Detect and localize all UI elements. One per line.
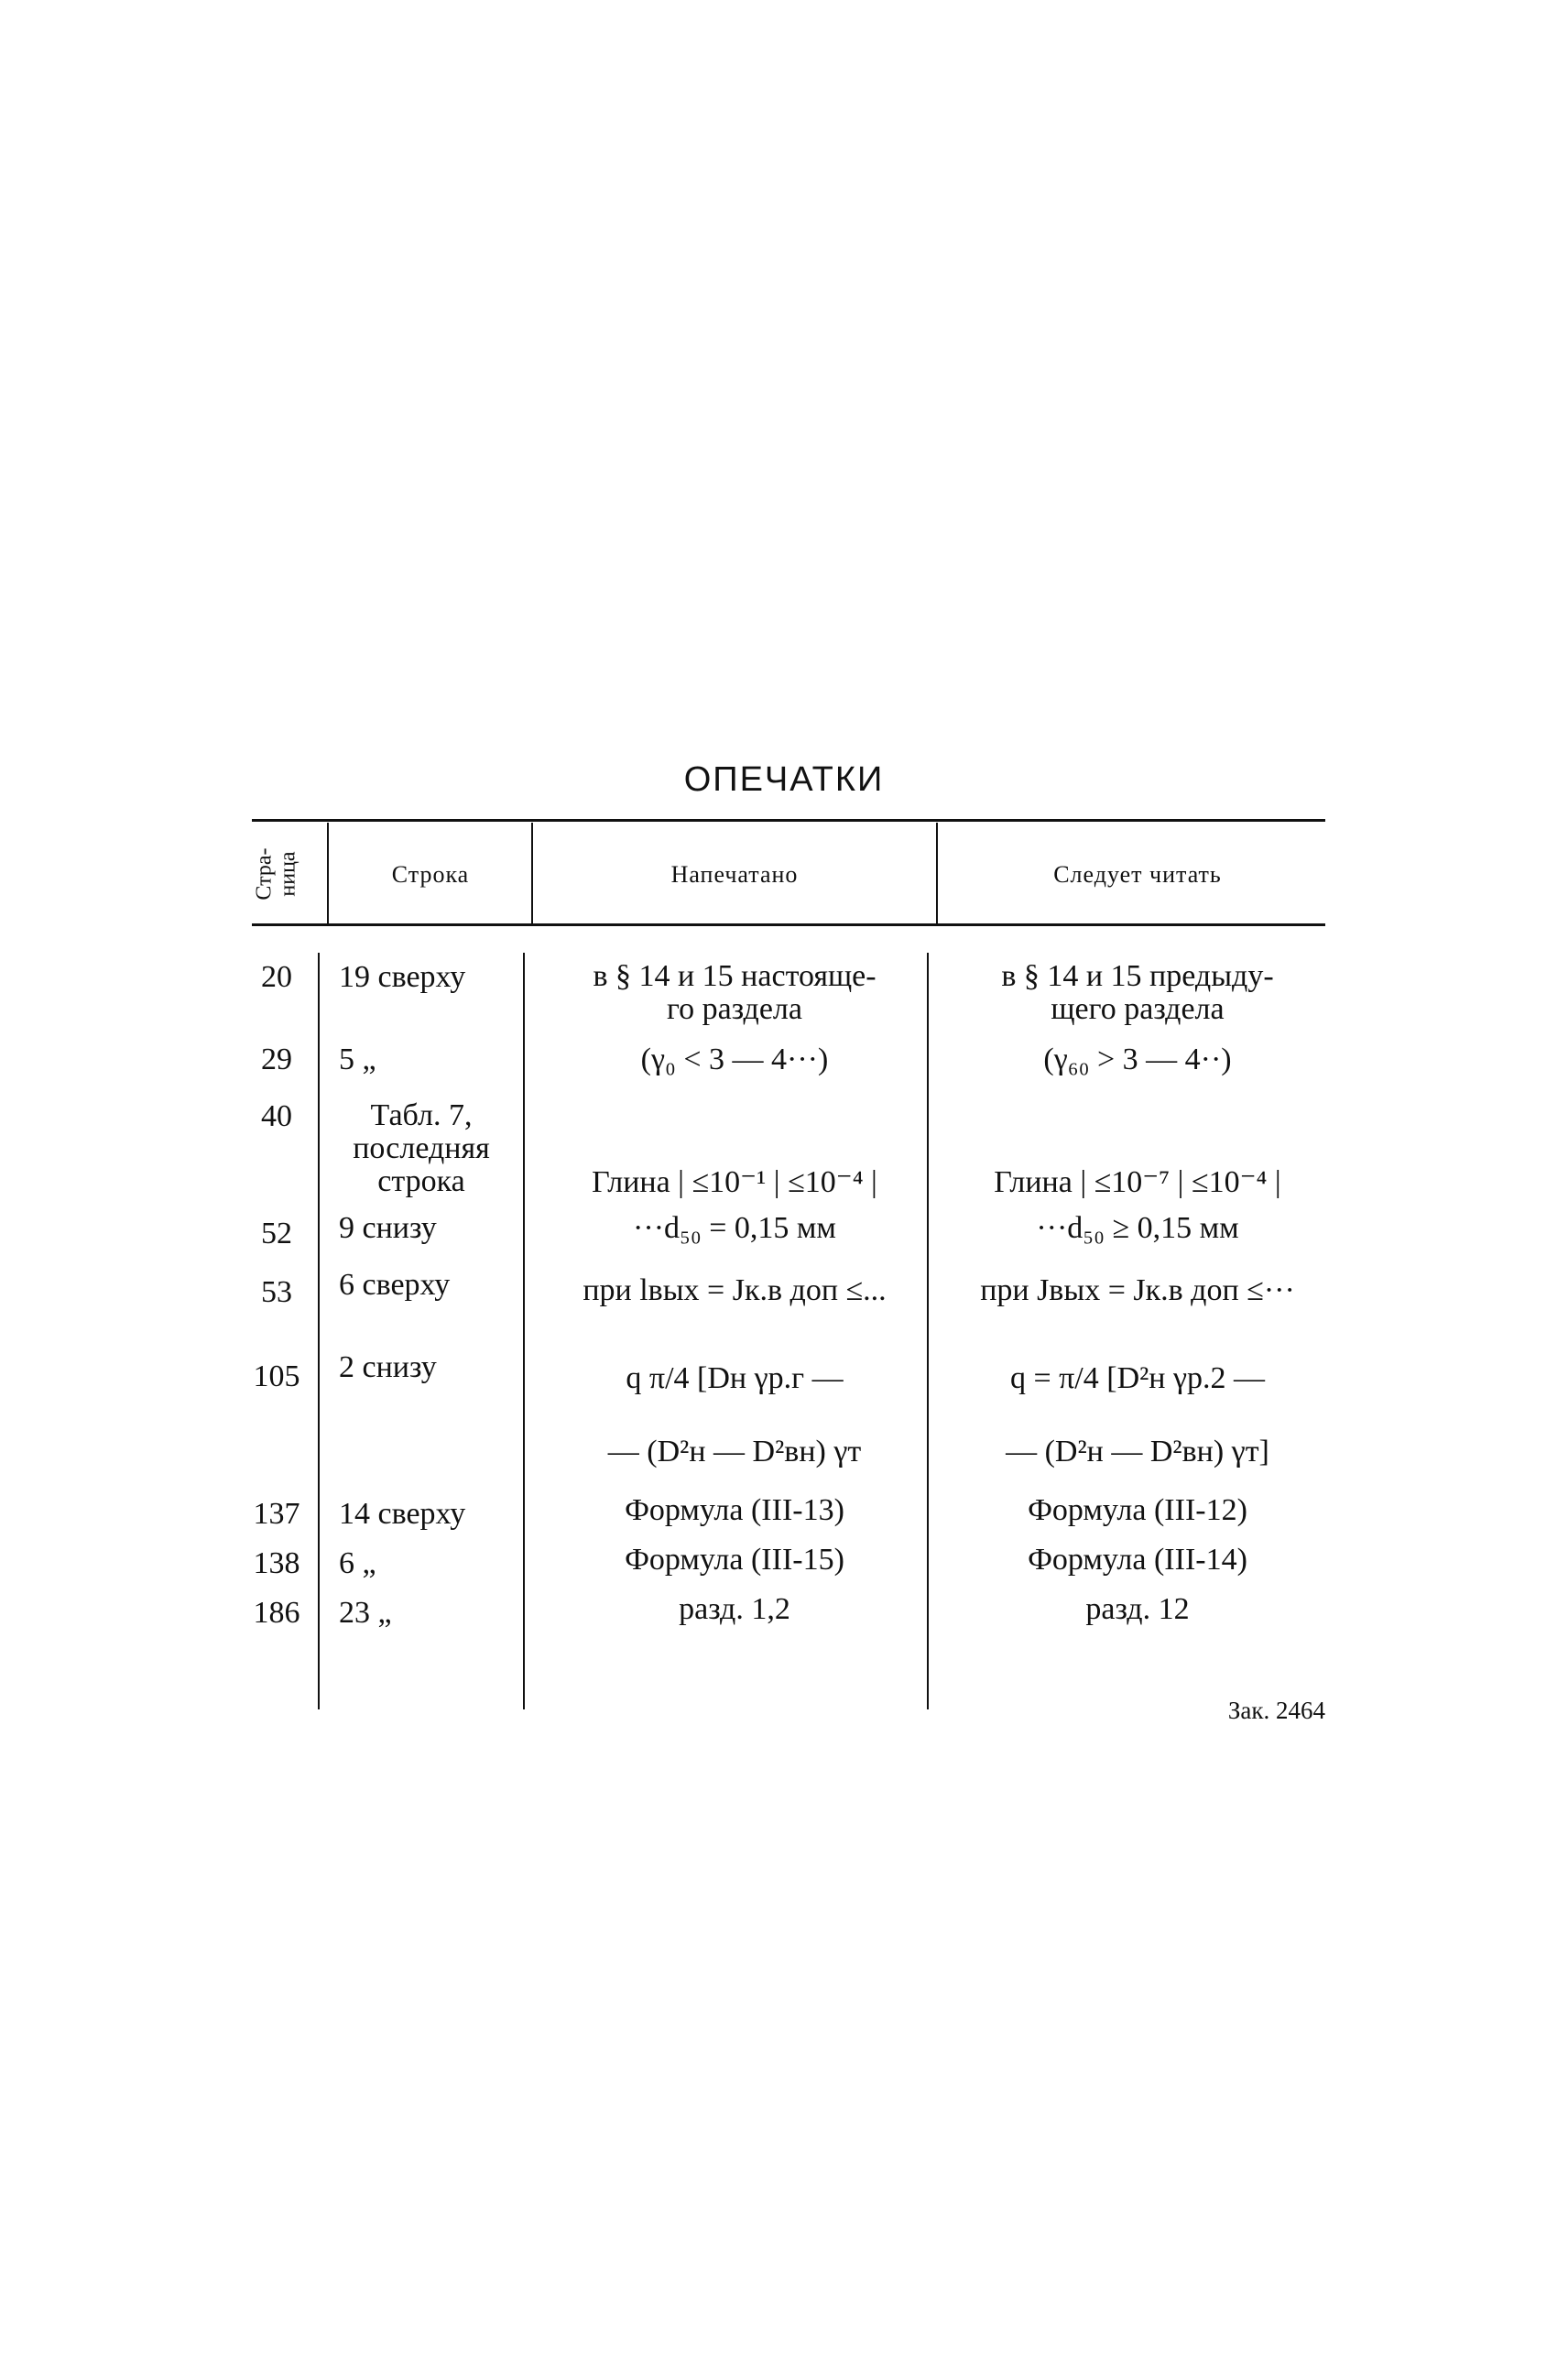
header-page-label: Стра- ница — [253, 847, 300, 901]
row-page: 53 — [261, 1275, 292, 1309]
row-line: 9 снизу — [339, 1211, 437, 1245]
row-page: 105 — [253, 1359, 300, 1393]
row-line: 19 сверху — [339, 960, 466, 994]
row-printed: при lвых = Jк.в доп ≤... — [583, 1273, 887, 1307]
page-title: ОПЕЧАТКИ — [683, 760, 885, 799]
row-line: Табл. 7, последняя строка — [353, 1098, 490, 1198]
row-printed: q π/4 [Dн γр.г — — [626, 1361, 844, 1395]
header-printed: Напечатано — [670, 861, 799, 888]
row-printed: — (D²н — D²вн) γт — [607, 1435, 862, 1468]
row-printed: Формула (III-15) — [625, 1543, 844, 1577]
row-line: 5 „ — [339, 1043, 376, 1076]
row-printed: разд. 1,2 — [679, 1592, 790, 1626]
row-page: 29 — [261, 1043, 292, 1076]
row-read: Глина | ≤10⁻⁷ | ≤10⁻⁴ | — [994, 1165, 1281, 1199]
row-read: — (D²н — D²вн) γт] — [1006, 1435, 1269, 1468]
row-printed: (γ₀ < 3 — 4···) — [640, 1043, 829, 1076]
header-page — [240, 835, 313, 912]
row-line: 2 снизу — [339, 1350, 437, 1384]
row-line: 14 сверху — [339, 1497, 466, 1531]
row-page: 186 — [253, 1596, 300, 1630]
row-read: q = π/4 [D²н γр.2 — — [1009, 1361, 1266, 1395]
row-page: 137 — [253, 1497, 300, 1531]
row-read: Формула (III-12) — [1028, 1493, 1247, 1527]
table-top-rule — [252, 819, 1325, 822]
row-printed: Глина | ≤10⁻¹ | ≤10⁻⁴ | — [592, 1165, 877, 1199]
row-read: в § 14 и 15 предыду- щего раздела — [1001, 959, 1274, 1026]
row-read: разд. 12 — [1085, 1592, 1190, 1626]
header-divider — [327, 823, 329, 923]
row-printed: Формула (III-13) — [625, 1493, 844, 1527]
row-line: 6 „ — [339, 1546, 376, 1580]
row-read: ···d₅₀ ≥ 0,15 мм — [1036, 1211, 1239, 1245]
column-divider — [523, 953, 525, 1709]
row-page: 138 — [253, 1546, 300, 1580]
header-line: Строка — [391, 861, 470, 888]
row-page: 20 — [261, 960, 292, 994]
row-read: (γ₆₀ > 3 — 4··) — [1043, 1043, 1232, 1076]
row-printed: в § 14 и 15 настояще- го раздела — [593, 959, 877, 1026]
row-line: 6 сверху — [339, 1268, 451, 1302]
row-page: 52 — [261, 1217, 292, 1250]
row-line: 23 „ — [339, 1596, 392, 1630]
row-printed: ···d₅₀ = 0,15 мм — [633, 1211, 836, 1245]
row-read: при Jвых = Jк.в доп ≤··· — [980, 1273, 1295, 1307]
row-read: Формула (III-14) — [1028, 1543, 1247, 1577]
order-number: Зак. 2464 — [1227, 1697, 1325, 1724]
table-header-rule — [252, 923, 1325, 926]
header-read: Следует читать — [1053, 861, 1222, 888]
column-divider — [318, 953, 320, 1709]
row-page: 40 — [261, 1099, 292, 1133]
